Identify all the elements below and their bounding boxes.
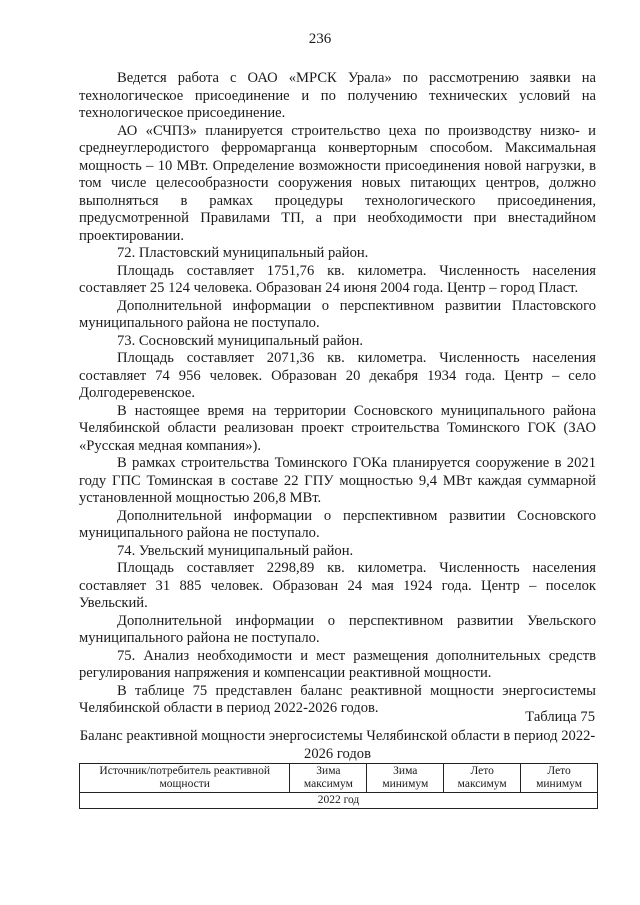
table-title: Баланс реактивной мощности энергосистемы Челябинской области в период 2022-2026 годов — [79, 728, 596, 762]
column-header-source: Источник/потребитель реактивной мощности — [80, 764, 290, 793]
section-heading: 75. Анализ необходимости и мест размещения дополнительных средств регулирования напряжения и компенсации реактивной мощности. — [79, 647, 596, 681]
table-section-row — [80, 793, 598, 809]
table-header-row — [80, 764, 598, 793]
section-heading: 72. Пластовский муниципальный район. — [117, 245, 369, 261]
paragraph: АО «СЧПЗ» планируется строительство цеха по производству низко- и среднеуглеродистого ферромарганца конверторным способом. Максимальная мощность – 10 МВт. Определение возможности присоединения новой нагрузки, в том числе целесообразности сооружения новых питающих центров, должно выполняться в рамках процедуры технологического присоединения, предусмотренной Правилами ТП, а при необходимости при внестадийном проектировании. — [79, 122, 596, 244]
section-heading: 74. Увельский муниципальный район. — [117, 542, 354, 559]
paragraph: Дополнительной информации о перспективном развитии Пластовского муниципального района не поступало. — [79, 297, 596, 331]
paragraph: Площадь составляет 2298,89 кв. километра. Численность населения составляет 31 885 человек. Образован 24 мая 1924 года. Центр – поселок Увельский. — [79, 560, 596, 611]
paragraph: В настоящее время на территории Сосновского муниципального района Челябинской области реализован проект строительства Томинского ГОК (ЗАО «Русская медная компания»). — [79, 402, 596, 454]
paragraph: Ведется работа с ОАО «МРСК Урала» по рассмотрению заявки на технологическое присоединение и по получению технических условий на технологическое присоединение. — [79, 70, 596, 121]
table-label: Таблица 75 — [525, 709, 595, 725]
paragraph: Дополнительной информации о перспективном развитии Сосновского муниципального района не поступало. — [79, 507, 596, 541]
paragraph: Площадь составляет 2071,36 кв. километра. Численность населения составляет 74 956 человек. Образован 20 декабря 1934 года. Центр – село Долгодеревенское. — [79, 350, 596, 401]
column-header-summer-min: Лето минимум — [521, 764, 598, 793]
paragraph: В рамках строительства Томинского ГОКа планируется сооружение в 2021 году ГПС Томинская в составе 22 ГПУ мощностью 9,4 МВт каждая суммарной установленной мощностью 206,8 МВт. — [79, 455, 596, 506]
paragraph: Площадь составляет 1751,76 кв. километра. Численность населения составляет 25 124 человека. Образован 24 июня 2004 года. Центр – город Пласт. — [79, 262, 596, 296]
column-header-winter-max: Зима максимум — [290, 764, 367, 793]
paragraph: В таблице 75 представлен баланс реактивной мощности энергосистемы Челябинской области в период 2022-2026 годов. — [79, 682, 596, 716]
body-text — [79, 70, 596, 718]
section-heading: 73. Сосновский муниципальный район. — [117, 332, 364, 349]
reactive-power-balance-table — [79, 763, 598, 809]
column-header-winter-min: Зима минимум — [367, 764, 444, 793]
page-number: 236 — [308, 31, 332, 47]
section-year-label: 2022 год — [80, 793, 598, 809]
paragraph: Дополнительной информации о перспективном развитии Увельского муниципального района не поступало. — [79, 612, 596, 646]
column-header-summer-max: Лето максимум — [444, 764, 521, 793]
